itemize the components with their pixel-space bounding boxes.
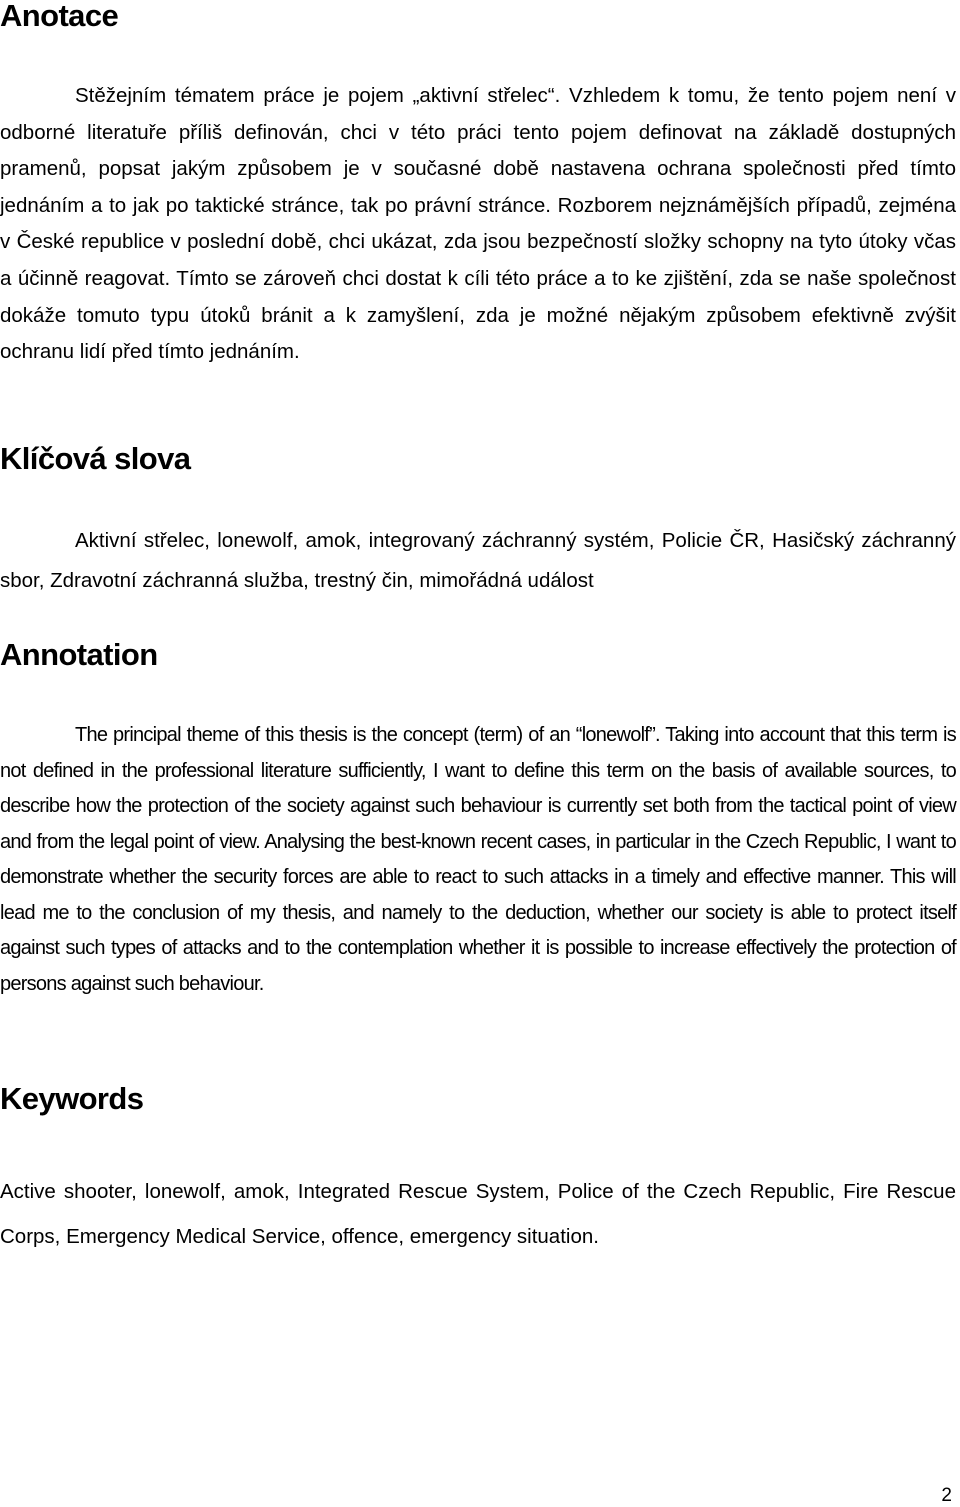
paragraph-anotace: Stěžejním tématem práce je pojem „aktivní střelec“. Vzhledem k tomu, že tento pojem není v odborné literatuře příliš definován, chci v této práci tento pojem definovat na základě dostupných pramenů, popsat jakým způsobem je v současné době nastavena ochrana společnosti před tímto jednáním a to jak po taktické stránce, tak po právní stránce. Rozborem nejznámějších případů, zejména v České republice v poslední době, chci ukázat, zda jsou bezpečností složky schopny na tyto útoky včas a účinně reagovat. Tímto se zároveň chci dostat k cíli této práce a to ke zjištění, zda se naše společnost dokáže tomuto typu útoků bránit a k zamyšlení, zda je možné nějakým způsobem efektivně zvýšit ochranu lidí před tímto jednáním. [0, 84, 956, 364]
heading-klicova-slova: Klíčová slova [0, 441, 191, 476]
paragraph-keywords: Active shooter, lonewolf, amok, Integrated Rescue System, Police of the Czech Republic, Fire Rescue Corps, Emergency Medical Service, offence, emergency situation. [0, 1180, 956, 1248]
paragraph-annotation: The principal theme of this thesis is the concept (term) of an “lonewolf”. Taking into account that this term is not defined in the professional literature sufficiently, I want to define this term on the basis of available sources, to describe how the protection of the society against such behaviour is currently set both from the tactical point of view and from the legal point of view. Analysing the best-known recent cases, in particular in the Czech Republic, I want to demonstrate whether the security forces are able to react to such attacks in a timely and effective manner. This will lead me to the conclusion of my thesis, and namely to the deduction, whether our society is able to protect itself against such types of attacks and to the contemplation whether it is possible to increase effectively the protection of persons against such behaviour. [0, 724, 956, 995]
heading-anotace: Anotace [0, 0, 119, 33]
paragraph-klicova-slova: Aktivní střelec, lonewolf, amok, integrovaný záchranný systém, Policie ČR, Hasičský záchranný sbor, Zdravotní záchranná služba, trestný čin, mimořádná událost [0, 529, 956, 592]
heading-annotation: Annotation [0, 637, 158, 672]
heading-keywords: Keywords [0, 1081, 144, 1116]
page-number: 2 [941, 1485, 952, 1506]
